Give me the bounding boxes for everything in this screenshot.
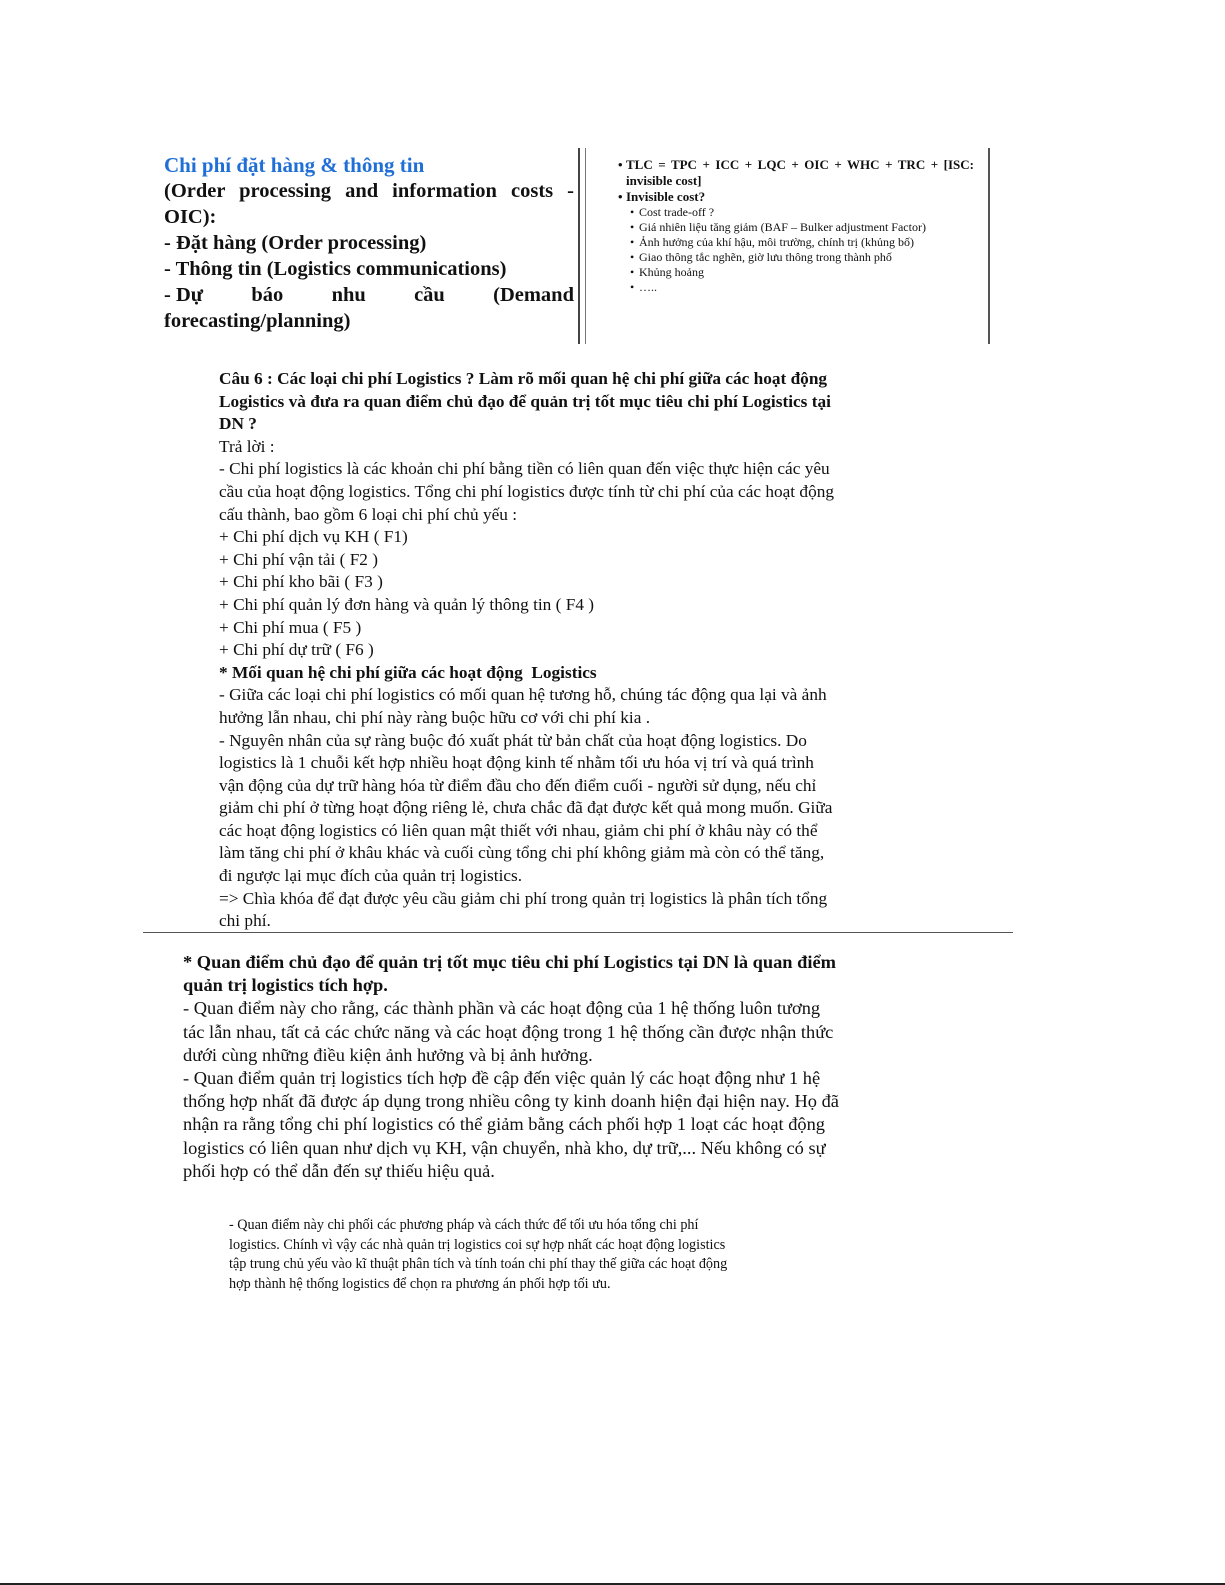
question-line: DN ? [219,414,257,434]
slide-oic [164,152,574,334]
sub-bullet-text: Giao thông tắc nghẽn, giờ lưu thông trong thành phố [639,250,892,264]
cost-type-item: + Chi phí vận tải ( F2 ) [219,549,379,569]
integrated-logistics-section [183,951,943,1183]
paragraph-line: tác lẫn nhau, tất cả các chức năng và các hoạt động trong 1 hệ thống cần được nhận thức [183,1021,834,1042]
slide-divider [585,148,586,344]
bullet-icon: • [630,205,635,219]
paragraph-line: - Nguyên nhân của sự ràng buộc đó xuất phát từ bản chất của hoạt động logistics. Do [219,730,807,750]
note-line: tập trung chủ yếu vào kĩ thuật phân tích và tính toán chi phí thay thế giữa các hoạt động [229,1256,728,1272]
slide-item-communications: - Thông tin (Logistics communications) [164,258,507,280]
sub-bullet-text: Ảnh hưởng của khí hậu, môi trường, chính trị (khủng bố) [639,235,914,249]
paragraph-line: - Chi phí logistics là các khoản chi phí bằng tiền có liên quan đến việc thực hiện các yêu [219,459,830,479]
paragraph-line: các hoạt động logistics có liên quan mật thiết với nhau, giảm chi phí ở khâu này có thể [219,820,818,840]
paragraph-line: => Chìa khóa để đạt được yêu cầu giảm chi phí trong quản trị logistics là phân tích tổng [219,888,828,908]
paragraph-line: - Quan điểm quản trị logistics tích hợp đề cập đến việc quản lý các hoạt động như 1 hệ [183,1068,821,1089]
cost-type-item: + Chi phí dự trữ ( F6 ) [219,640,374,660]
paragraph-line: thống hợp nhất đã được áp dụng trong nhiều công ty kinh doanh hiện đại hiện nay. Họ đã [183,1091,839,1112]
note-paragraph [229,1216,879,1294]
bullet-icon: • [618,157,623,172]
paragraph-line: dưới cùng những điều kiện ảnh hưởng và bị ảnh hưởng. [183,1044,593,1065]
relation-heading: * Mối quan hệ chi phí giữa các hoạt động Logistics [219,662,597,682]
section-heading-line: * Quan điểm chủ đạo để quản trị tốt mục tiêu chi phí Logistics tại DN là quan điểm [183,952,836,972]
paragraph-line: logistics có liên quan như dịch vụ KH, vận chuyển, nhà kho, dự trữ,... Nếu không có sự [183,1137,826,1158]
paragraph-line: làm tăng chi phí ở khâu khác và cuối cùng tổng chi phí không giảm mà còn có thể tăng, [219,843,825,863]
question-6-answer [219,368,919,933]
sub-bullet [618,205,974,220]
slide-word: nhu [331,284,366,306]
slide-word: - Dự [164,284,204,306]
bullet-icon: • [630,250,635,264]
section-heading-line: quản trị logistics tích hợp. [183,975,388,996]
paragraph-line: hưởng lẫn nhau, chi phí này ràng buộc hữu cơ với chi phí kia . [219,707,651,727]
bullet-icon: • [630,220,635,234]
cost-type-item: + Chi phí mua ( F5 ) [219,617,362,637]
sub-bullet-text: Cost trade-off ? [639,205,715,219]
slide-title: Chi phí đặt hàng & thông tin [164,153,425,177]
paragraph-line: - Quan điểm này cho rằng, các thành phần và các hoạt động của 1 hệ thống luôn tương [183,998,821,1019]
tlc-formula: TLC = TPC + ICC + LQC + OIC + WHC + TRC + [ISC: invisible cost] [626,157,974,188]
slide-word: cầu [414,284,445,306]
note-line: - Quan điểm này chi phối các phương pháp và cách thức để tối ưu hóa tổng chi phí [229,1217,699,1233]
question-line: Logistics và đưa ra quan điểm chủ đạo để quản trị tốt mục tiêu chi phí Logistics tại [219,391,831,411]
horizontal-rule [143,932,1013,933]
paragraph-line: logistics là 1 chuỗi kết hợp nhiều hoạt động kinh tế nhằm tối ưu hóa vị trí và quá trình [219,753,814,773]
slide-subtitle: (Order processing and information costs - OIC): [164,180,574,228]
slide-tlc [618,157,974,295]
sub-bullet [618,220,974,235]
bullet-icon: • [630,265,635,279]
paragraph-line: giảm chi phí ở từng hoạt động riêng lẻ, chưa chắc đã đạt được kết quả mong muốn. Giữa [219,798,833,818]
sub-bullet [618,280,974,295]
invisible-cost-heading: Invisible cost? [626,189,706,204]
sub-bullet [618,250,974,265]
cost-type-item: + Chi phí dịch vụ KH ( F1) [219,527,408,547]
paragraph-line: nhận ra rằng tổng chi phí logistics có thể giảm bằng cách phối hợp 1 loạt các hoạt động [183,1114,825,1135]
paragraph-line: phối hợp có thể dẫn đến sự thiếu hiệu quả. [183,1160,495,1181]
bullet-icon: • [630,280,635,294]
sub-bullet-text: Khủng hoảng [639,265,704,279]
sub-bullet-text: Giá nhiên liệu tăng giảm (BAF – Bulker adjustment Factor) [639,220,926,234]
note-line: hợp thành hệ thống logistics để chọn ra phương án phối hợp tối ưu. [229,1275,611,1292]
paragraph-line: cấu thành, bao gồm 6 loại chi phí chủ yếu : [219,504,518,524]
paragraph-line: vận động của dự trữ hàng hóa từ điểm đầu cho đến điểm cuối - người sử dụng, nếu chỉ [219,775,817,795]
slide-word: báo [251,284,284,306]
paragraph-line: đi ngược lại mục đích của quản trị logistics. [219,866,523,886]
slide-word: (Demand [493,284,574,306]
question-line: Câu 6 : Các loại chi phí Logistics ? Làm rõ mối quan hệ chi phí giữa các hoạt động [219,369,828,388]
sub-bullet-text: ….. [639,280,657,294]
slide-divider [578,148,580,344]
invisible-cost-bullet [618,189,974,205]
slide-item-demand-forecasting-cont: forecasting/planning) [164,310,351,332]
sub-bullet [618,265,974,280]
paragraph-line: cầu của hoạt động logistics. Tổng chi phí logistics được tính từ chi phí của các hoạt động [219,481,834,501]
bullet-icon: • [618,189,623,204]
paragraph-line: - Giữa các loại chi phí logistics có mối quan hệ tương hỗ, chúng tác động qua lại và ảnh [219,685,827,705]
sub-bullet [618,235,974,250]
slide-divider [988,148,990,344]
answer-label: Trả lời : [219,436,275,456]
note-line: logistics. Chính vì vậy các nhà quản trị logistics coi sự hợp nhất các hoạt động logistics [229,1236,726,1253]
cost-type-item: + Chi phí kho bãi ( F3 ) [219,572,383,592]
cost-type-item: + Chi phí quản lý đơn hàng và quản lý thông tin ( F4 ) [219,594,595,614]
formula-bullet [618,157,974,189]
slide-item-order-processing: - Đặt hàng (Order processing) [164,232,427,254]
paragraph-line: chi phí. [219,911,271,931]
slide-item-demand-forecasting [164,282,574,308]
bullet-icon: • [630,235,635,249]
